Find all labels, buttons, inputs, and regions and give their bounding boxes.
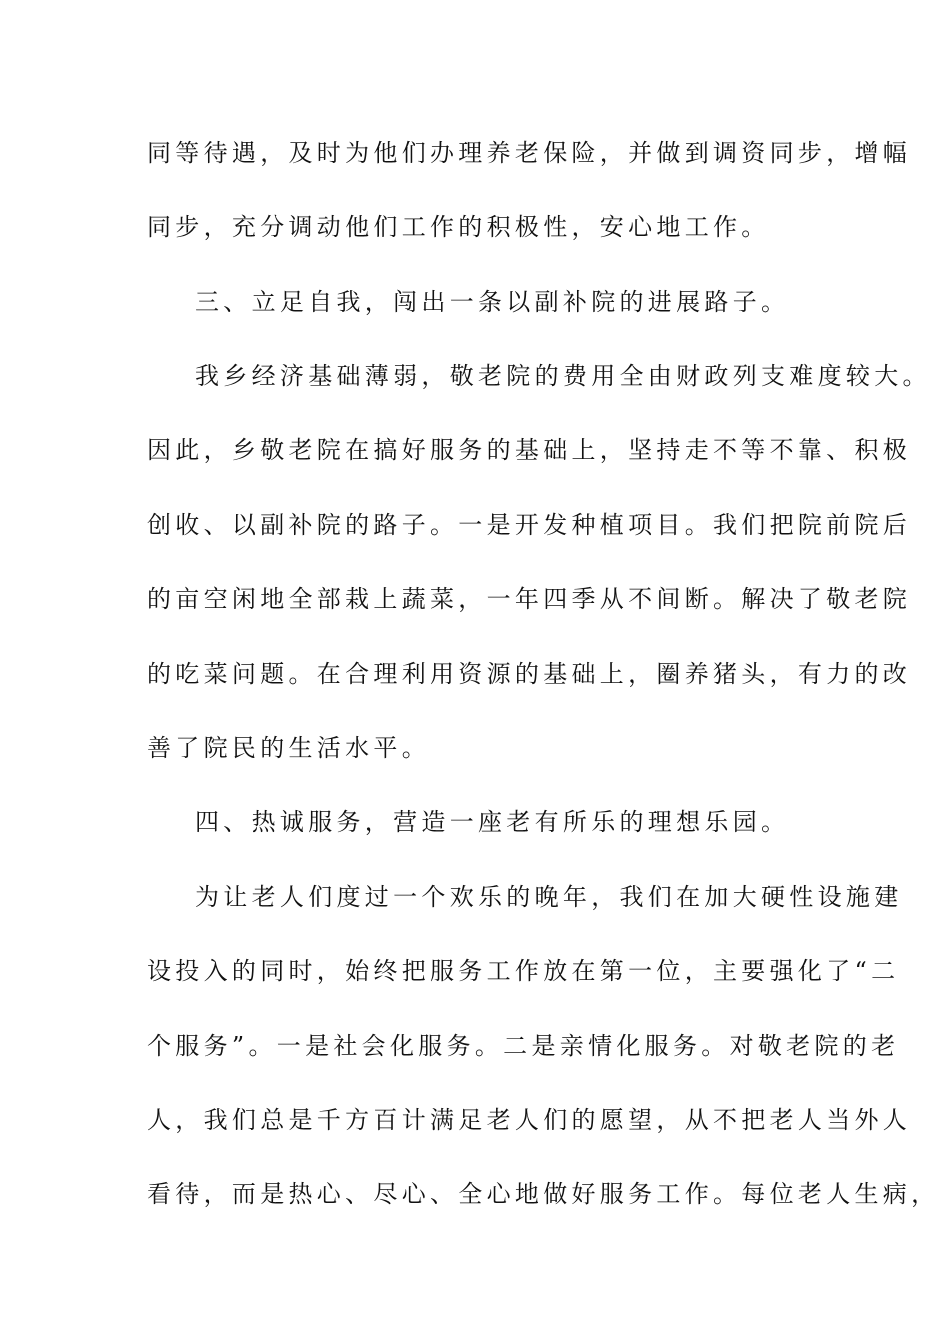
section-heading: 四、热诚服务，营造一座老有所乐的理想乐园。 xyxy=(195,808,790,836)
text-line: 设投入的同时，始终把服务工作放在第一位，主要强化了“二 xyxy=(147,957,900,985)
text-line: 的吃菜问题。在合理利用资源的基础上，圈养猪头，有力的改 xyxy=(147,660,912,688)
text-line: 的亩空闲地全部栽上蔬菜，一年四季从不间断。解决了敬老院 xyxy=(147,585,912,613)
text-line: 个服务”。一是社会化服务。二是亲情化服务。对敬老院的老 xyxy=(147,1032,900,1060)
section-heading: 三、立足自我，闯出一条以副补院的进展路子。 xyxy=(195,288,790,316)
text-line: 创收、以副补院的路子。一是开发种植项目。我们把院前院后 xyxy=(147,511,912,539)
paragraph-start-line: 为让老人们度过一个欢乐的晚年，我们在加大硬性设施建 xyxy=(195,883,903,911)
text-line: 善了院民的生活水平。 xyxy=(147,734,430,762)
text-line: 同等待遇，及时为他们办理养老保险，并做到调资同步，增幅 xyxy=(147,139,912,167)
text-line: 看待，而是热心、尽心、全心地做好服务工作。每位老人生病， xyxy=(147,1180,940,1208)
text-line: 人，我们总是千方百计满足老人们的愿望，从不把老人当外人 xyxy=(147,1106,912,1134)
text-line: 因此，乡敬老院在搞好服务的基础上，坚持走不等不靠、积极 xyxy=(147,436,912,464)
text-line: 同步，充分调动他们工作的积极性，安心地工作。 xyxy=(147,213,770,241)
paragraph-start-line: 我乡经济基础薄弱，敬老院的费用全由财政列支难度较大。 xyxy=(195,362,931,390)
